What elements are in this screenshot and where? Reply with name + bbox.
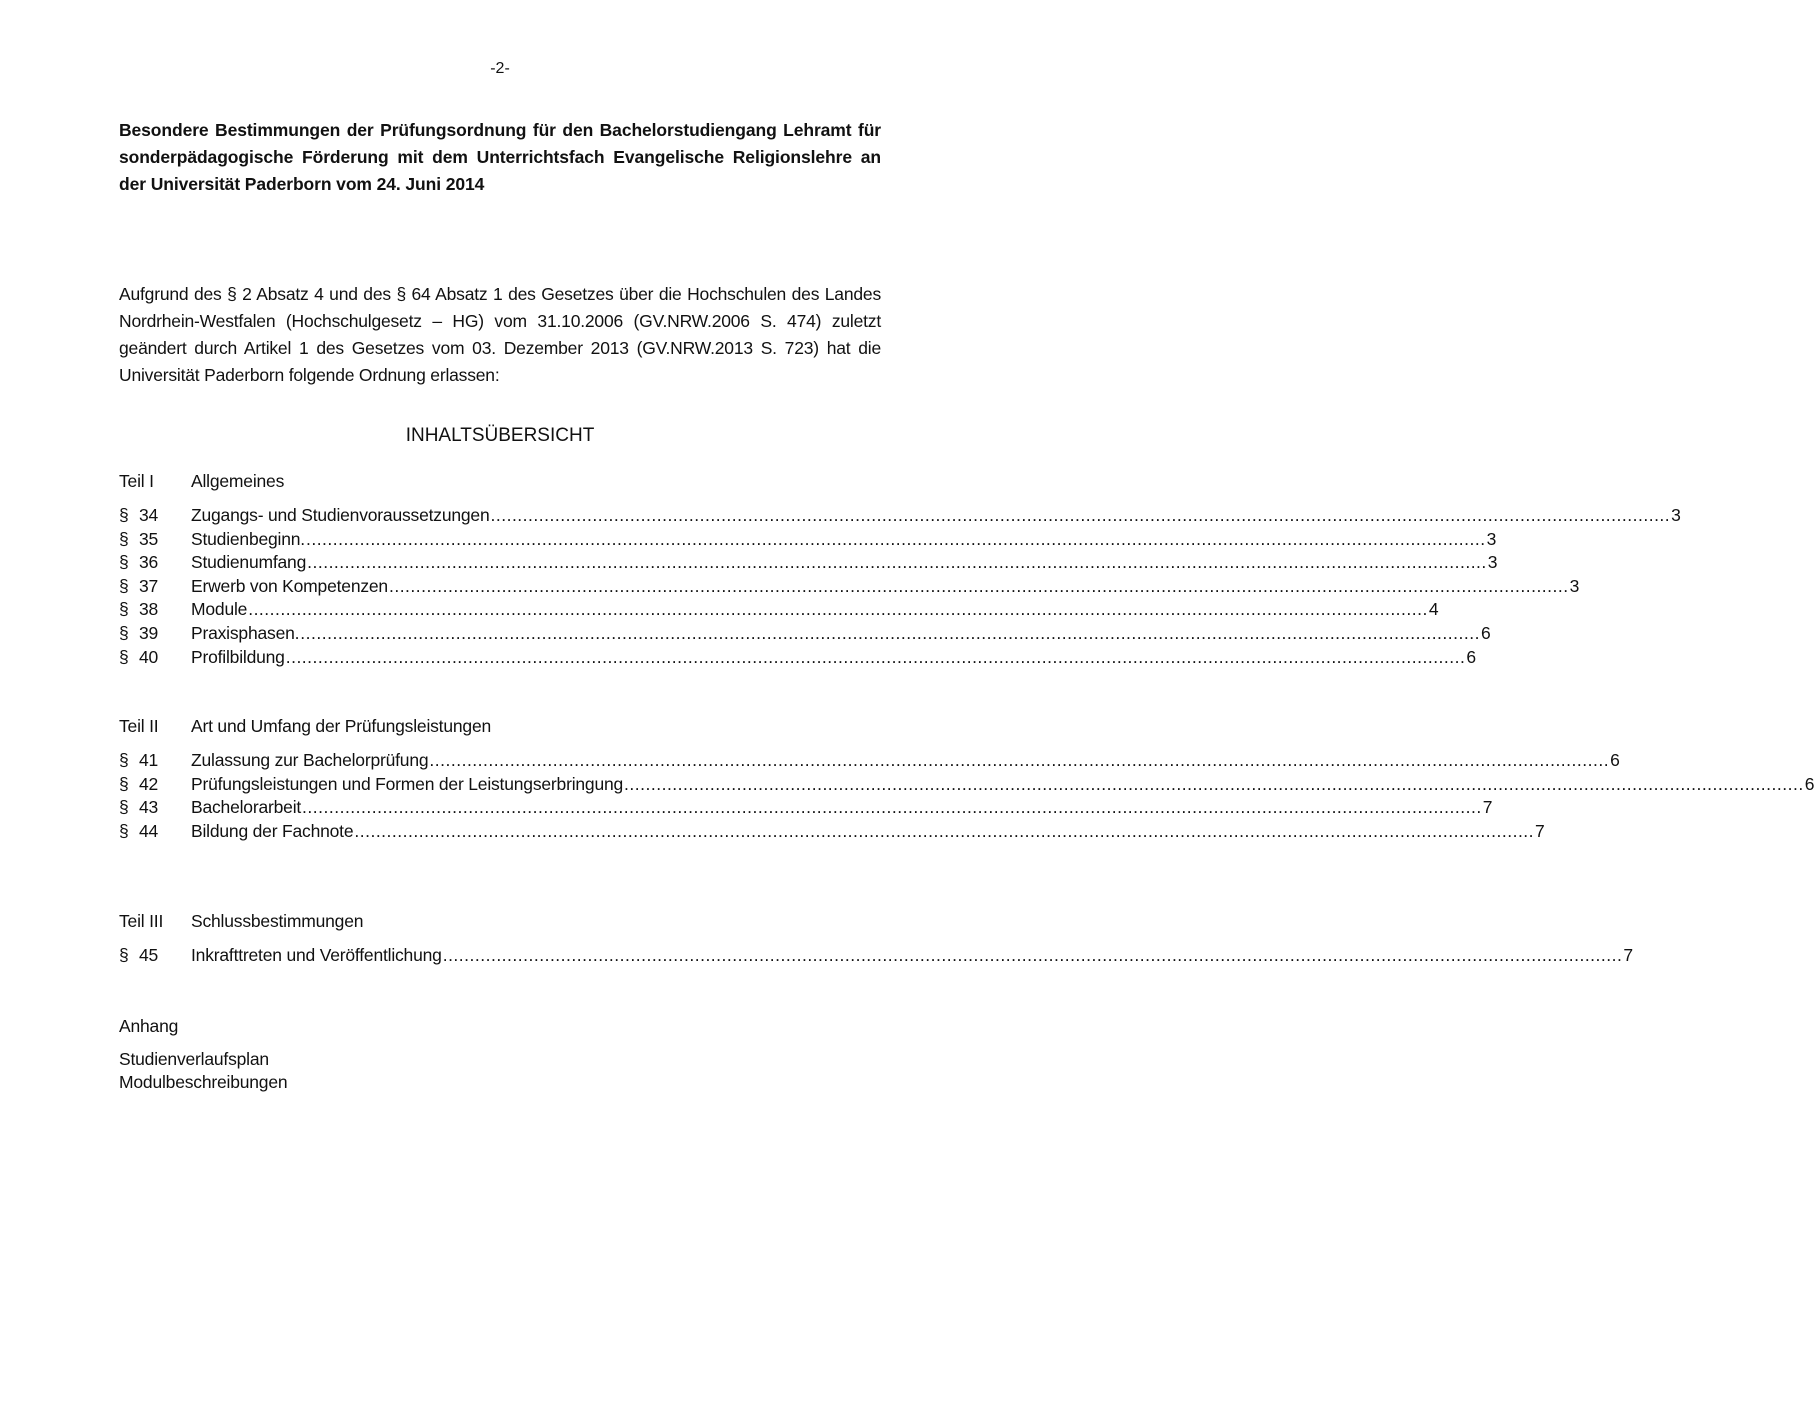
paragraph-symbol: §: [119, 552, 129, 573]
toc-dot-leader: ............................................................................................................................................................................................................................: [305, 528, 1486, 549]
toc-dot-leader: ............................................................................................................................................................................................................................: [285, 646, 1466, 667]
toc-entry-page: 6: [1804, 773, 1814, 794]
toc-entry-label: Profilbildung: [191, 646, 285, 667]
toc-entry: [119, 528, 1497, 552]
toc-entry-number: 44: [139, 820, 159, 841]
toc-entry-page: 7: [1482, 797, 1493, 818]
toc-dot-leader: ............................................................................................................................................................................................................................: [300, 622, 1480, 643]
paragraph-symbol: §: [119, 773, 129, 794]
paragraph-symbol: §: [119, 646, 129, 667]
document-title: Besondere Bestimmungen der Prüfungsordnung für den Bachelorstudiengang Lehramt für sonderpädagogische Förderung mit dem Unterrichtsfach Evangelische Religionslehre an der Universität Paderborn vom 24. Juni 2014: [119, 120, 881, 194]
toc-entry: [119, 944, 1633, 968]
toc-part-title: Allgemeines: [191, 471, 285, 491]
paragraph-symbol: §: [119, 505, 129, 525]
paragraph-symbol: §: [119, 622, 129, 643]
toc-entry-label: Praxisphasen.: [191, 622, 300, 643]
toc-heading: INHALTSÜBERSICHT: [405, 425, 595, 446]
paragraph-symbol: §: [119, 945, 129, 965]
toc-entry-number: 35: [139, 528, 159, 549]
toc-entry-number: 37: [139, 575, 159, 596]
toc-entry-section: [119, 796, 191, 820]
toc-entry-page: 7: [1623, 945, 1633, 965]
toc-part-3-entries: [119, 944, 1633, 968]
toc-entry-section: [119, 773, 191, 797]
toc-entry-page: 6: [1466, 646, 1476, 667]
toc-dot-leader: ............................................................................................................................................................................................................................: [354, 820, 1535, 841]
toc-entry-number: 38: [139, 599, 159, 620]
toc-entry-page: 6: [1480, 622, 1491, 643]
toc-dot-leader: ............................................................................................................................................................................................................................: [429, 750, 1610, 770]
toc-entry-section: [119, 598, 191, 622]
toc-entry-label: Erwerb von Kompetenzen: [191, 575, 388, 596]
toc-dot-leader: ............................................................................................................................................................................................................................: [442, 945, 1623, 965]
annex-item: Modulbeschreibungen: [119, 1072, 288, 1092]
toc-entry-label: Bachelorarbeit: [191, 797, 302, 818]
toc-entry-label: Prüfungsleistungen und Formen der Leistungserbringung: [191, 773, 624, 794]
toc-dot-leader: ............................................................................................................................................................................................................................: [248, 599, 1428, 620]
toc-entry-label: Zulassung zur Bachelorprüfung: [191, 750, 429, 770]
toc-part-title: Art und Umfang der Prüfungsleistungen: [191, 716, 492, 736]
toc-entry-number: 34: [139, 505, 159, 525]
toc-entry-page: 7: [1535, 820, 1545, 841]
toc-entry-label: Inkrafttreten und Veröffentlichung: [191, 945, 442, 965]
toc-dot-leader: ............................................................................................................................................................................................................................: [302, 797, 1482, 818]
toc-entry-section: [119, 820, 191, 844]
toc-entry-number: 39: [139, 622, 159, 643]
toc-entry-section: [119, 622, 191, 646]
toc-entry-page: 3: [1569, 575, 1580, 596]
annex-item: Studienverlaufsplan: [119, 1049, 269, 1069]
toc-entry-page: 4: [1428, 599, 1439, 620]
toc-entry-label: Zugangs- und Studienvoraussetzungen: [191, 505, 490, 525]
toc-entry-label: Bildung der Fachnote: [191, 820, 354, 841]
toc-entry: [119, 646, 1476, 670]
toc-entry-section: [119, 504, 191, 528]
paragraph-symbol: §: [119, 750, 129, 770]
toc-entry-section: [119, 944, 191, 968]
toc-entry-label: Module: [191, 599, 248, 620]
toc-entry-number: 42: [139, 773, 159, 794]
toc-entry-label: Studienumfang: [191, 552, 307, 573]
toc-part-title: Schlussbestimmungen: [191, 911, 364, 931]
toc-part-2-entries: [119, 749, 1814, 843]
toc-entry: [119, 773, 1814, 797]
toc-entry-page: 3: [1486, 528, 1497, 549]
toc-part-number: Teil III: [119, 911, 164, 931]
toc-entry-page: 3: [1671, 505, 1681, 525]
toc-dot-leader: ............................................................................................................................................................................................................................: [624, 773, 1804, 794]
annex-heading: Anhang: [119, 1016, 179, 1036]
toc-entry-page: 6: [1610, 750, 1620, 770]
toc-dot-leader: ............................................................................................................................................................................................................................: [490, 505, 1671, 525]
toc-entry-section: [119, 551, 191, 575]
page-number: -2-: [490, 60, 510, 77]
toc-entry-number: 43: [139, 797, 159, 818]
toc-entry-page: 3: [1487, 552, 1498, 573]
toc-part-number: Teil I: [119, 471, 154, 491]
paragraph-symbol: §: [119, 575, 129, 596]
toc-entry-section: [119, 646, 191, 670]
toc-entry: [119, 749, 1620, 773]
toc-entry-section: [119, 575, 191, 599]
preamble-paragraph: Aufgrund des § 2 Absatz 4 und des § 64 Absatz 1 des Gesetzes über die Hochschulen des Landes Nordrhein-Westfalen (Hochschulgesetz – HG) vom 31.10.2006 (GV.NRW.2006 S. 474) zuletzt geändert durch Artikel 1 des Gesetzes vom 03. Dezember 2013 (GV.NRW.2013 S. 723) hat die Universität Paderborn folgende Ordnung erlassen:: [119, 284, 881, 385]
toc-entry: [119, 622, 1491, 646]
toc-part-1-entries: [119, 504, 1681, 669]
toc-entry-number: 41: [139, 750, 159, 770]
toc-entry-number: 45: [139, 945, 159, 965]
paragraph-symbol: §: [119, 528, 129, 549]
toc-entry-number: 36: [139, 552, 159, 573]
toc-part-number: Teil II: [119, 716, 159, 736]
toc-entry: [119, 551, 1498, 575]
toc-dot-leader: ............................................................................................................................................................................................................................: [388, 575, 1569, 596]
toc-entry: [119, 820, 1545, 844]
paragraph-symbol: §: [119, 599, 129, 620]
paragraph-symbol: §: [119, 797, 129, 818]
toc-entry: [119, 796, 1493, 820]
toc-dot-leader: ............................................................................................................................................................................................................................: [307, 552, 1487, 573]
toc-entry: [119, 598, 1439, 622]
toc-entry-number: 40: [139, 646, 159, 667]
paragraph-symbol: §: [119, 820, 129, 841]
toc-entry: [119, 575, 1580, 599]
toc-entry-label: Studienbeginn.: [191, 528, 305, 549]
toc-entry-section: [119, 528, 191, 552]
toc-entry: [119, 504, 1681, 528]
toc-entry-section: [119, 749, 191, 773]
